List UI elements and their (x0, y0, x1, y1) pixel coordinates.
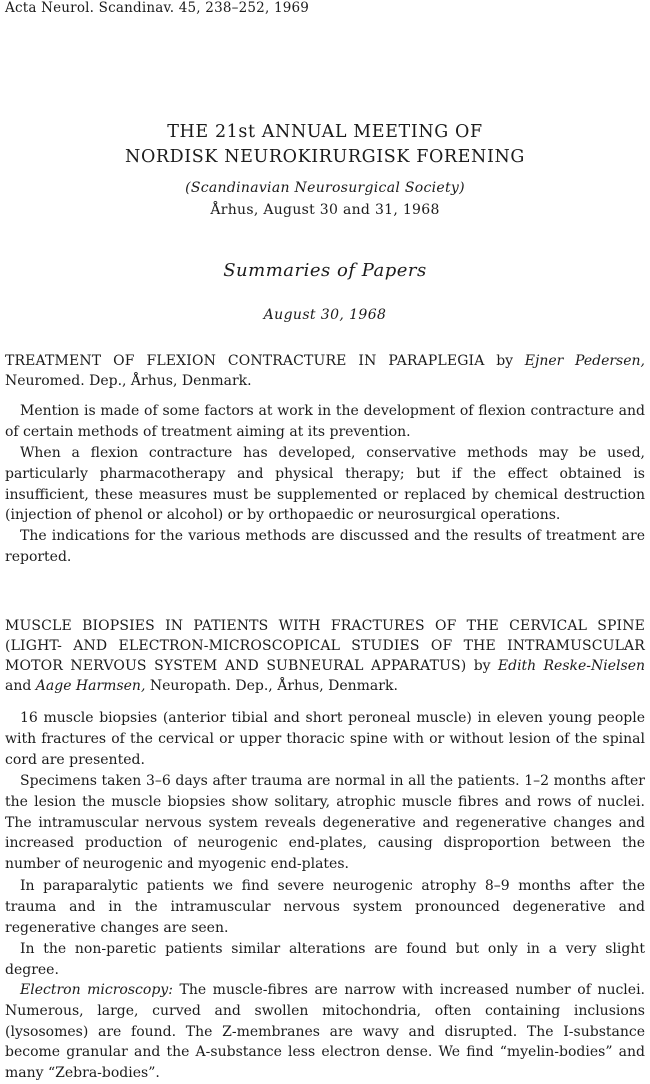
paper-1-by: by (484, 353, 525, 369)
section-date: August 30, 1968 (263, 307, 387, 323)
paper-1-heading (5, 351, 645, 391)
paper-2-author-1: Edith Reske-Nielsen (497, 658, 645, 674)
meeting-place-date: Århus, August 30 and 31, 1968 (210, 202, 440, 218)
paper-2-title: MUSCLE BIOPSIES IN PATIENTS WITH FRACTURES OF THE CERVICAL SPINE (LIGHT- AND ELECTRON-MICROSCOPICAL STUDIES OF THE INTRAMUSCULAR MOTOR NERVOUS SYSTEM AND SUBNEURAL APPARATUS) (5, 618, 645, 674)
paper-2-paragraph-3: In paraparalytic patients we find severe neurogenic atrophy 8–9 months after the trauma and in the intramuscular nervous system pronounced degenerative and regenerative changes are seen. (5, 878, 645, 936)
paper-2-paragraph-5 (5, 980, 645, 1084)
paper-2-by: by (466, 658, 498, 674)
paper-2-paragraph-2: Specimens taken 3–6 days after trauma are normal in all the patients. 1–2 months after the lesion the muscle biopsies show solitary, atrophic muscle fibres and rows of nuclei. The intramuscular nervous system reveals degenerative and regenerative changes and increased production of neurogenic end-plates, causing disproportion between the number of neurogenic and myogenic end-plates. (5, 773, 645, 873)
paper-1-author: Ejner Pedersen, (524, 353, 645, 369)
paper-2-em-lead: Electron microscopy: (20, 982, 173, 998)
paper-1-paragraph-1: Mention is made of some factors at work in the development of flexion contracture and of certain methods of treatment aiming at its prevention. (5, 403, 645, 440)
paper-2-heading (5, 616, 645, 696)
meeting-title-line1: THE 21st ANNUAL MEETING OF (167, 122, 483, 142)
paper-1-paragraph-2: When a flexion contracture has developed, conservative methods may be used, particularly pharmacotherapy and physical therapy; but if the effect obtained is insufficient, these measures must be supplemented or replaced by chemical destruction (injection of phenol or alcohol) or by orthopaedic or neurosurgical operations. (5, 445, 645, 524)
meeting-title-line2: NORDISK NEUROKIRURGISK FORENING (125, 147, 525, 167)
paper-2-paragraph-4: In the non-paretic patients similar alterations are found but only in a very slight degree. (5, 941, 645, 978)
paper-2-em-text: The muscle-fibres are narrow with increased number of nuclei. Numerous, large, curved and swollen mitochondria, often containing inclusions (lysosomes) are found. The Z-membranes are wavy and disrupted. The I-substance become granular and the A-substance less electron dense. We find “myelin-bodies” and many “Zebra-bodies”. (5, 982, 645, 1082)
paper-1-paragraph-3: The indications for the various methods are discussed and the results of treatment are reported. (5, 528, 645, 565)
paper-2-and: and (5, 678, 36, 694)
paper-1-title: TREATMENT OF FLEXION CONTRACTURE IN PARAPLEGIA (5, 353, 485, 369)
paper-1-affiliation: Neuromed. Dep., Århus, Denmark. (5, 373, 252, 389)
running-head: Acta Neurol. Scandinav. 45, 238–252, 1969 (5, 0, 310, 16)
section-title: Summaries of Papers (223, 260, 427, 281)
paper-2-affiliation: Neuropath. Dep., Århus, Denmark. (145, 678, 398, 694)
paper-2-author-2: Aage Harmsen, (35, 678, 146, 694)
paper-2-paragraph-1: 16 muscle biopsies (anterior tibial and short peroneal muscle) in eleven young people with fractures of the cervical or upper thoracic spine with or without lesion of the spinal cord are presented. (5, 710, 645, 768)
society-name: (Scandinavian Neurosurgical Society) (185, 180, 465, 196)
